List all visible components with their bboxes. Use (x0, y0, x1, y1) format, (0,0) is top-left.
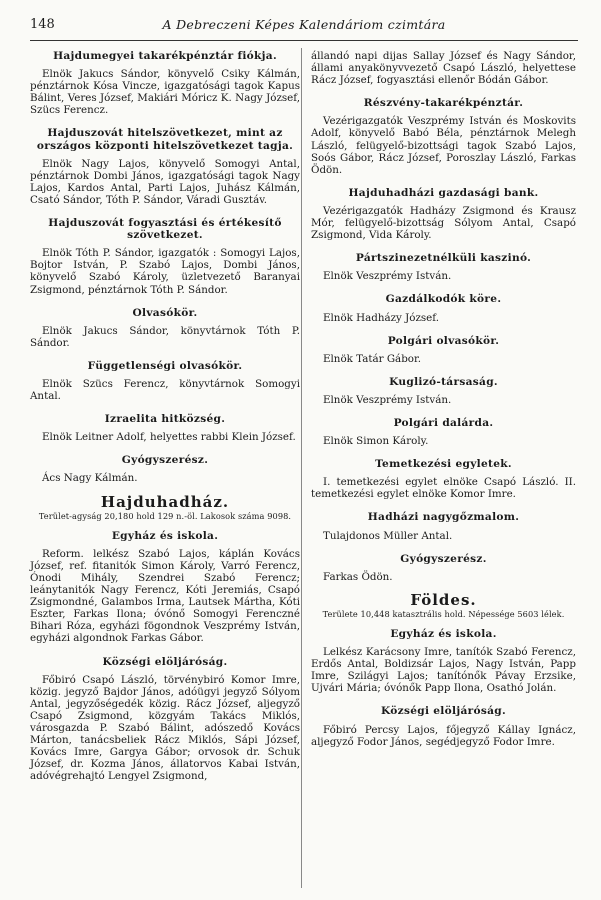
section (311, 511, 576, 541)
town-statistics: Területe 10,448 katasztrális hold. Népessége 5603 lélek. (322, 608, 565, 619)
section-heading: Községi elöljáróság. (102, 655, 228, 668)
section-heading: Olvasókör. (132, 306, 198, 319)
section (311, 417, 576, 447)
section (311, 187, 576, 241)
section-text: Farkas Ödön. (323, 570, 393, 583)
section-text: Vezérigazgatók Hadházy Zsigmond és Krausz Mór, felügyelő-bizottság Sólyom Antal, Csapó Zsigmond, Vida Károly. (311, 204, 576, 242)
section (311, 553, 576, 583)
section-text: Elnök Nagy Lajos, könyvelő Somogyi Antal, pénztárnok Dombi János, igazgatósági tagok Nagy Lajos, Kardos Antal, Parti Lajos, Juhász Kálmán, Csató Sándor, Tóth P. Sándor, Váradi Gusztáv. (30, 157, 300, 206)
section-text: Ács Nagy Kálmán. (42, 472, 138, 485)
right-column (311, 50, 576, 759)
section-text: Elnök Jakucs Sándor, könyvelő Csiky Kálmán, pénztárnok Kósa Vincze, igazgatósági tagok Kapus Bálint, Veres József, Makiári Móricz K. Nagy József, Szücs Ferencz. (30, 68, 300, 117)
section-heading: Polgári dalárda. (393, 416, 494, 429)
section-heading: Izraelita hitközség. (104, 413, 226, 426)
section-heading: Gyógyszerész. (400, 552, 487, 565)
section (311, 705, 576, 747)
page-header (30, 17, 578, 39)
section-text: Elnök Szücs Ferencz, könyvtárnok Somogyi Antal. (30, 377, 300, 403)
section (311, 628, 576, 694)
section (30, 50, 300, 116)
section (30, 127, 300, 206)
section (311, 376, 576, 406)
left-column (30, 50, 300, 794)
section (311, 335, 576, 365)
section-heading: Pártszinezetnélküli kaszinó. (355, 252, 532, 265)
section-heading: Részvény-takarékpénztár. (363, 97, 524, 110)
section-text: Elnök Jakucs Sándor, könyvtárnok Tóth P. Sándor. (30, 324, 300, 349)
header-rule (30, 40, 578, 41)
section-heading: Polgári olvasókör. (387, 334, 500, 347)
section (311, 293, 576, 323)
section-text: Elnök Tatár Gábor. (323, 352, 422, 365)
section-heading: Hajdumegyei takarékpénztár fiókja. (53, 50, 277, 62)
running-title: A Debreczeni Képes Kalendáriom czimtára (162, 17, 446, 32)
section (30, 413, 300, 443)
section-text: Főbiró Percsy Lajos, főjegyző Kállay Ignácz, aljegyző Fodor János, segédjegyző Fodor Imre. (311, 723, 576, 748)
page-number: 148 (30, 17, 55, 32)
section-heading: Egyház és iskola. (111, 529, 219, 542)
town-title: Földes. (410, 590, 477, 609)
section (311, 252, 576, 282)
section-heading: Temetkezési egyletek. (375, 458, 512, 471)
section-heading: Községi elöljáróság. (380, 705, 506, 718)
section (30, 656, 300, 783)
section-text: Elnök Leitner Adolf, helyettes rabbi Klein József. (42, 431, 296, 444)
section (30, 360, 300, 402)
column-divider (301, 48, 302, 888)
section (30, 530, 300, 645)
section-heading: Hajduhadházi gazdasági bank. (348, 186, 539, 199)
section-text: Lelkész Karácsony Imre, tanítók Szabó Ferencz, Erdős Antal, Boldizsár Lajos, Nagy István, Papp Imre, Szilágyi Lajos; tanítónők Pávay Erzsike, Ujvári Mária; óvónők Papp Ilona, Osathó Jolán. (311, 646, 576, 695)
section-text: Elnök Veszprémy István. (323, 393, 452, 406)
section-text: Elnök Tóth P. Sándor, igazgatók : Somogyi Lajos, Bojtor István, P. Szabó Lajos, Dombi János, könyvelő Szabó Károly, üzletvezető Baranyai Zsigmond, pénztárnok Tóth P. Sándor. (30, 247, 300, 296)
section-heading: Hajduszovát fogyasztási és értékesítő szövetkezet. (48, 217, 282, 242)
section (30, 217, 300, 296)
town-title: Hajduhadház. (100, 492, 230, 511)
section-heading: Kuglizó-társaság. (389, 375, 498, 388)
section (311, 50, 576, 86)
section-text: Elnök Hadházy József. (323, 311, 439, 324)
section-text: Tulajdonos Müller Antal. (323, 529, 453, 542)
section (30, 307, 300, 349)
section (311, 458, 576, 500)
section (30, 454, 300, 484)
section-text: Elnök Veszprémy István. (323, 270, 452, 283)
section (311, 97, 576, 176)
section-text: Elnök Simon Károly. (323, 435, 429, 448)
section-text: Főbiró Csapó László, törvénybiró Komor Imre, közig. jegyző Bajdor János, adóügyi jegyző Sólyom Antal, jegyzőségedék közig. Rácz József, aljegyző Csapó Zsigmond, közgyám Takács Miklós, városgazda P. Szabó Bálint, adószedő Kovács Márton, tanácsbeliek Rácz Miklós, Sápi József, Kovács Imre, Gargya Gábor; orvosok dr. Schuk József, dr. Kozma János, állatorvos Kabai István, adóvégrehajtó Lengyel Zsigmond, (30, 673, 300, 783)
section-heading: Egyház és iskola. (390, 628, 497, 640)
town-statistics: Terület-agyság 20,180 hold 129 n.-öl. Lakosok száma 9098. (38, 510, 292, 521)
section-text: Reform. lelkész Szabó Lajos, káplán Kovács József, ref. fitanitók Simon Károly, Varró Ferencz, Ónodi Mihály, Szendrei Szabó Ferencz; leánytanitók Nagy Ferencz, Kóti Jeremiás, Csapó Zsigmondné, Galambos Irma, Lautsek Mártha, Kóti Eszter, Farkas Ilona; óvónő Somogyi Ferenczné Bihari Róza, egyházi fögondnok Veszprémy István, egyházi algondnok Farkas Gábor. (30, 547, 300, 645)
section-heading: Hajduszovát hitelszövetkezet, mint az országos központi hitelszövetkezet tagja. (36, 127, 294, 152)
section-heading: Gazdálkodók köre. (385, 293, 502, 306)
section-text: I. temetkezési egylet elnöke Csapó László. II. temetkezési egylet elnöke Komor Imre. (311, 476, 576, 501)
continued-text: állandó napi dijas Sallay József és Nagy Sándor, állami anyakönyvvezető Csapó László, helyettese Rácz József, fogyasztási ellenőr Bódán Gábor. (311, 50, 576, 87)
section-heading: Gyógyszerész. (121, 454, 209, 467)
section-heading: Hadházi nagygőzmalom. (367, 511, 520, 524)
section-text: Vezérigazgatók Veszprémy István és Moskovits Adolf, könyvelő Babó Béla, pénztárnok Melegh László, felügyelő-bizottsági tagok Szabó Lajos, Soós Gábor, Rácz József, Poroszlay László, Farkas Ödön. (311, 115, 576, 176)
section-heading: Függetlenségi olvasókör. (87, 359, 243, 372)
